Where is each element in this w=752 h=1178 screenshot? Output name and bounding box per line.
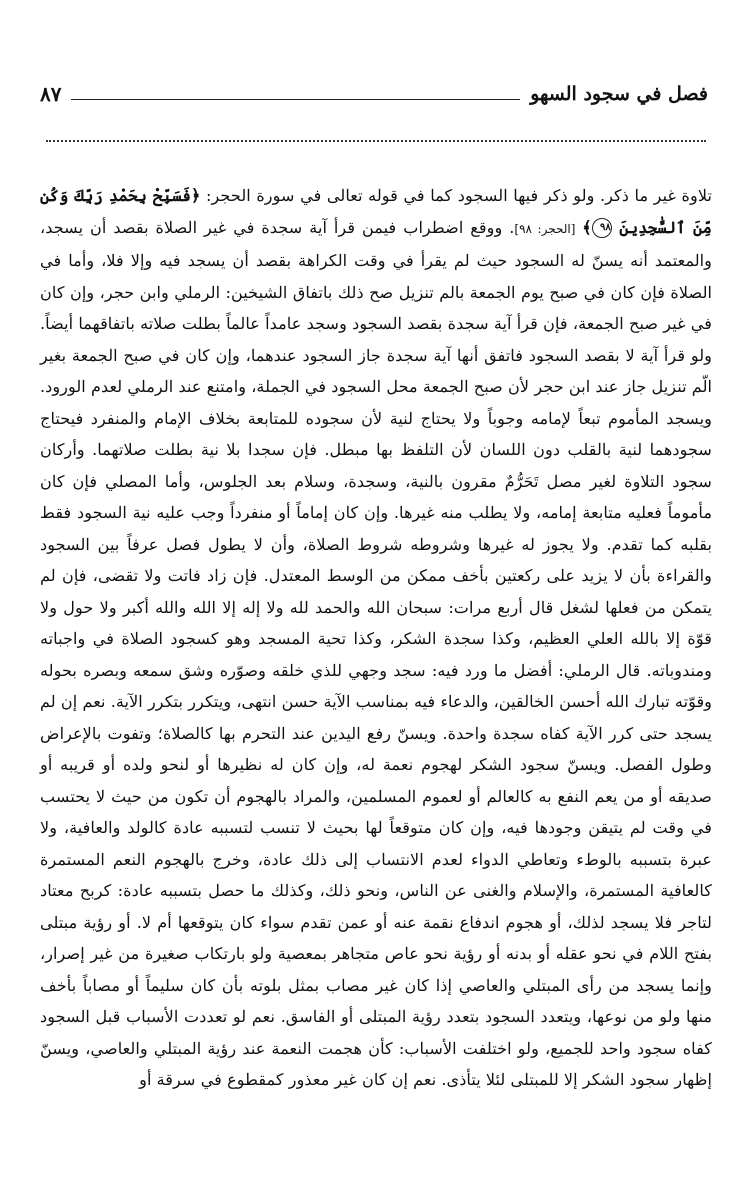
text-segment-2: . ووقع اضطراب فيمن قرأ آية سجدة في غير الصلاة بقصد أن يسجد، والمعتمد أنه يسنّ له السجود حيث لم يقرأ في وقت الكراهة بقصد أن يسجد فيه وإلا فلا، وأما في الصلاة فإن كان في صبح يوم الجمعة بالم تنزيل صح ذلك باتفاق الشيخين: الرملي وابن حجر، وإن كان في غير صبح الجمعة، فإن قرأ آية سجدة بقصد السجود وسجد عامداً عالماً بطلت صلاته باتفاقهما أيضاً. ولو قرأ آية لا بقصد السجود فاتفق أنها آية سجدة جاز السجود عندهما، وإن كان في صبح الجمعة بغير الّم تنزيل جاز عند ابن حجر لأن صبح الجمعة محل السجود في الجملة، وامتنع عند الرملي لعدم الورود. ويسجد المأموم تبعاً لإمامه وجوباً ولا يحتاج لنية لأن سجوده للمتابعة بخلاف الإمام والمنفرد فيحتاج سجودهما لنية بالقلب دون اللسان لأن التلفظ بها مبطل. فإن سجدا بلا نية بطلت صلاتهما. وأركان سجود التلاوة لغير مصل تَحَرُّمٌ مقرون بالنية، وسجدة، وسلام بعد الجلوس، وأما المصلي فإن كان مأموماً فعليه متابعة إمامه، ولا يطلب منه غيرها. وإن كان إماماً أو منفرداً وجب عليه نية السجود فقط بقلبه كما تقدم. ولا يجوز له غيرها وشروطه شروط الصلاة، وأن لا يطول فصل عرفاً بين السجود والقراءة بأن لا يزيد على ركعتين بأخف ممكن من الوسط المعتدل. فإن زاد فاتت ولا تقضى، فإن لم يتمكن من فعلها لشغل قال أربع مرات: سبحان الله والحمد لله ولا إله إلا الله والله أكبر ولا حول ولا قوّة إلا بالله العلي العظيم، وكذا سجدة الشكر، وكذا تحية المسجد وهو كسجود الصلاة في واجباته ومندوباته. قال الرملي: أفضل ما ورد فيه: سجد وجهي للذي خلقه وصوّره وشق سمعه وبصره بحوله وقوّته تبارك الله أحسن الخالقين، والدعاء فيه بمناسب الآية حسن انتهى، ويتكرر بتكرر الآية. نعم إن لم يسجد حتى كرر الآية كفاه سجدة واحدة. ويسنّ رفع اليدين عند التحرم بها كالصلاة؛ وتفوت بالإعراض وطول الفصل. ويسنّ سجود الشكر لهجوم نعمة له، وإن كان له نظيرها أو لنحو ولده أو قريبه أو صديقه أو من يعم النفع به كالعالم أو لعموم المسلمين، والمراد بالهجوم أن تكون من حيث لا يحتسب في وقت لم يتيقن وجودها فيه، وإن كان متوقعاً لها بحيث لا تنسب لتسببه عادة كالولد والعافية، ولا عبرة بتسببه بالوطء وتعاطي الدواء لعدم الانتساب إلى ذلك عادة، وخرج بالهجوم النعم المستمرة كالعافية المستمرة، والإسلام والغنى عن الناس، ونحو ذلك، وكذلك ما حصل بتسببه عادة: كربح معتاد لتاجر فلا يسجد لذلك، أو هجوم اندفاع نقمة عنه أو عمن تقدم سواء كان يتوقعها أم لا. أو رؤية مبتلى بفتح اللام في نحو عقله أو بدنه أو رؤية نحو عاص متجاهر بمعصية ولو بارتكاب صغيرة من غير إصرار، وإنما يسجد من رأى المبتلي والعاصي إذا كان غير مصاب بمثل بلوته بأن كان سليماً أو مصاباً بأخف منها ولو من نوعها، ويتعدد السجود بتعدد رؤية المبتلى أو الفاسق. نعم لو تعددت الأسباب قبل السجود كفاه سجود واحد للجميع، ولو اختلفت الأسباب: كأن هجمت النعمة عند رؤية المبتلي والعاصي، ويسنّ إظهار سجود الشكر إلا للمبتلى لئلا يتأذى. نعم إن كان غير معذور كمقطوع في سرقة أو (40, 217, 712, 1089)
body-text (40, 180, 712, 1096)
main-paragraph (40, 180, 712, 1096)
chapter-title: فصل في سجود السهو (530, 83, 708, 105)
ayah-number: ٩٨ (592, 218, 612, 238)
header-rule (71, 99, 520, 100)
verse-close: ﴾ (582, 217, 592, 237)
page-header (40, 70, 708, 106)
verse-text: ﴿فَسَبِّحْ بِحَمْدِ رَبِّكَ وَكُن مِّنَ ٱلسَّٰجِدِينَ (40, 186, 712, 237)
verse-reference: [الحجر: ٩٨] (514, 221, 576, 236)
dotted-separator (46, 140, 706, 142)
page-number: ٨٧ (40, 82, 62, 106)
text-segment-1: تلاوة غير ما ذكر. ولو ذكر فيها السجود كما في قوله تعالى في سورة الحجر: (200, 186, 712, 205)
